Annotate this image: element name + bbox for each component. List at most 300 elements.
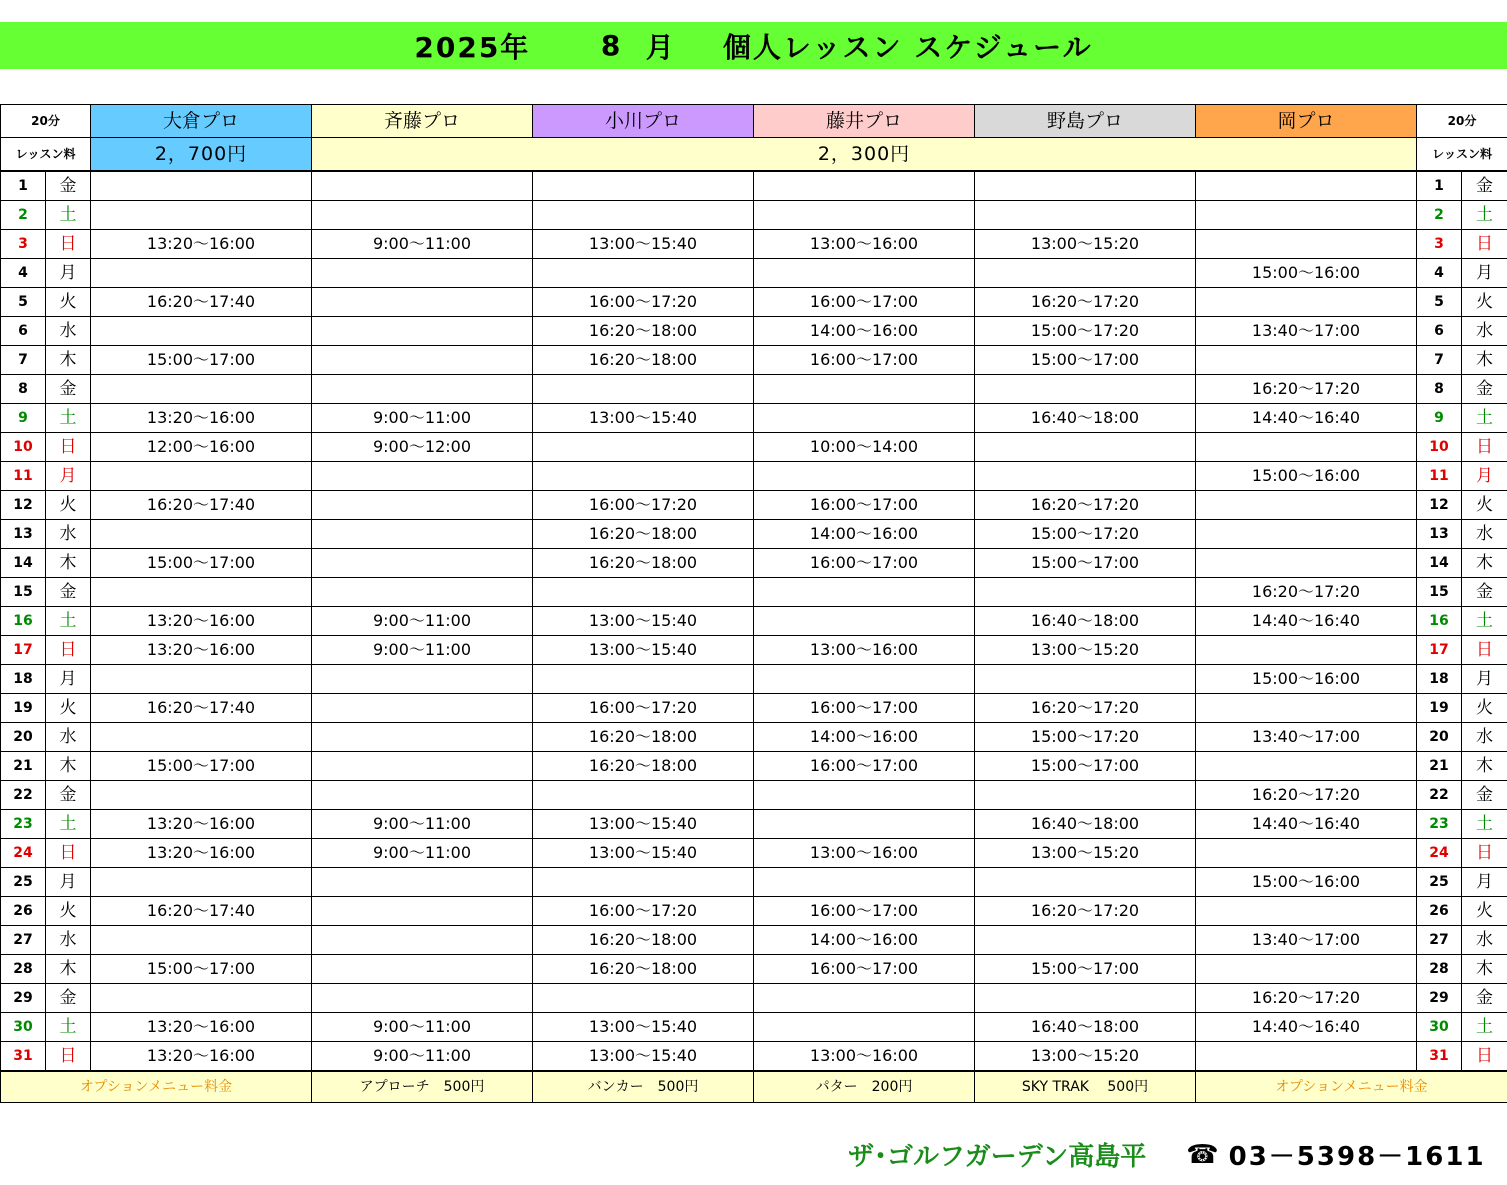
day-of-week: 木 [46,549,91,578]
slot-okura [91,375,312,404]
slot-saito: 9:00～11:00 [312,1042,533,1072]
day-of-week-right: 金 [1462,781,1507,810]
day-row [1,752,1507,781]
slot-oka [1196,955,1417,984]
slot-okura: 13:20～16:00 [91,607,312,636]
day-number: 21 [1,752,46,781]
slot-fujii: 16:00～17:00 [754,288,975,317]
day-number-right: 27 [1417,926,1462,955]
day-of-week-right: 火 [1462,491,1507,520]
day-row [1,346,1507,375]
day-row [1,578,1507,607]
day-number-right: 6 [1417,317,1462,346]
slot-ogawa: 13:00～15:40 [533,810,754,839]
slot-nojima: 15:00～17:00 [975,752,1196,781]
slot-saito: 9:00～11:00 [312,404,533,433]
day-number: 5 [1,288,46,317]
slot-nojima: 15:00～17:00 [975,346,1196,375]
day-of-week-right: 木 [1462,346,1507,375]
day-number-right: 18 [1417,665,1462,694]
day-row [1,810,1507,839]
slot-nojima: 16:40～18:00 [975,1013,1196,1042]
slot-ogawa: 13:00～15:40 [533,607,754,636]
day-of-week: 土 [46,404,91,433]
slot-okura: 13:20～16:00 [91,1042,312,1072]
slot-ogawa: 13:00～15:40 [533,636,754,665]
slot-oka: 14:40～16:40 [1196,404,1417,433]
slot-oka [1196,694,1417,723]
day-of-week: 金 [46,375,91,404]
day-of-week: 土 [46,607,91,636]
slot-fujii [754,810,975,839]
day-row [1,375,1507,404]
slot-nojima [975,665,1196,694]
right-duration: 20分 [1417,105,1507,138]
day-number-right: 12 [1417,491,1462,520]
slot-oka [1196,636,1417,665]
slot-okura: 15:00～17:00 [91,346,312,375]
day-number-right: 10 [1417,433,1462,462]
slot-okura: 13:20～16:00 [91,230,312,259]
slot-ogawa [533,868,754,897]
slot-nojima: 15:00～17:20 [975,317,1196,346]
day-row [1,1042,1507,1072]
slot-saito [312,781,533,810]
slot-fujii: 14:00～16:00 [754,317,975,346]
slot-fujii: 16:00～17:00 [754,955,975,984]
day-number: 2 [1,201,46,230]
slot-fujii: 16:00～17:00 [754,694,975,723]
day-row [1,926,1507,955]
slot-okura [91,868,312,897]
day-number: 4 [1,259,46,288]
day-row [1,955,1507,984]
slot-saito [312,665,533,694]
day-number: 13 [1,520,46,549]
day-number-right: 7 [1417,346,1462,375]
slot-oka: 13:40～17:00 [1196,926,1417,955]
slot-ogawa [533,201,754,230]
slot-nojima [975,781,1196,810]
slot-oka: 16:20～17:20 [1196,375,1417,404]
left-fee-label: レッスン料 [1,138,91,172]
slot-saito [312,259,533,288]
phone-number: 03－5398－1611 [1228,1142,1486,1172]
day-row [1,984,1507,1013]
slot-nojima [975,868,1196,897]
title-month: 8 [600,29,623,62]
slot-ogawa: 16:00～17:20 [533,491,754,520]
slot-ogawa: 16:00～17:20 [533,694,754,723]
slot-okura: 13:20～16:00 [91,810,312,839]
slot-ogawa: 13:00～15:40 [533,839,754,868]
slot-nojima: 13:00～15:20 [975,230,1196,259]
slot-ogawa: 16:20～18:00 [533,926,754,955]
slot-oka [1196,288,1417,317]
pro-header-okura: 大倉プロ [91,105,312,138]
title-year: 2025年 [414,30,531,64]
day-of-week: 土 [46,810,91,839]
slot-ogawa [533,665,754,694]
slot-saito: 9:00～11:00 [312,230,533,259]
slot-oka [1196,491,1417,520]
day-number-right: 11 [1417,462,1462,491]
slot-oka: 15:00～16:00 [1196,259,1417,288]
day-number: 16 [1,607,46,636]
option-label-left: オプションメニュー料金 [1,1071,312,1103]
slot-fujii [754,375,975,404]
day-number-right: 23 [1417,810,1462,839]
slot-nojima: 15:00～17:20 [975,520,1196,549]
day-row [1,462,1507,491]
slot-oka [1196,549,1417,578]
day-number: 7 [1,346,46,375]
slot-fujii [754,984,975,1013]
slot-ogawa: 16:20～18:00 [533,752,754,781]
slot-okura [91,578,312,607]
slot-saito: 9:00～12:00 [312,433,533,462]
slot-oka: 14:40～16:40 [1196,810,1417,839]
day-number-right: 19 [1417,694,1462,723]
slot-oka: 14:40～16:40 [1196,607,1417,636]
day-of-week-right: 水 [1462,723,1507,752]
slot-oka: 14:40～16:40 [1196,1013,1417,1042]
day-number: 10 [1,433,46,462]
day-of-week: 月 [46,665,91,694]
slot-nojima: 16:20～17:20 [975,897,1196,926]
day-row [1,549,1507,578]
slot-saito [312,723,533,752]
day-row [1,404,1507,433]
day-of-week: 火 [46,897,91,926]
slot-oka: 16:20～17:20 [1196,781,1417,810]
slot-okura [91,520,312,549]
slot-okura: 16:20～17:40 [91,491,312,520]
slot-nojima: 16:20～17:20 [975,694,1196,723]
day-row [1,897,1507,926]
slot-fujii: 16:00～17:00 [754,549,975,578]
day-number-right: 4 [1417,259,1462,288]
slot-ogawa: 13:00～15:40 [533,404,754,433]
slot-okura: 13:20～16:00 [91,1013,312,1042]
day-of-week: 木 [46,346,91,375]
day-number: 6 [1,317,46,346]
slot-nojima [975,433,1196,462]
slot-okura: 13:20～16:00 [91,839,312,868]
day-number-right: 30 [1417,1013,1462,1042]
slot-oka [1196,520,1417,549]
slot-ogawa [533,781,754,810]
day-of-week-right: 土 [1462,201,1507,230]
slot-fujii [754,171,975,201]
right-fee-label: レッスン料 [1417,138,1507,172]
slot-oka [1196,752,1417,781]
day-row [1,607,1507,636]
slot-nojima: 15:00～17:00 [975,549,1196,578]
day-row [1,839,1507,868]
slot-ogawa [533,462,754,491]
day-number: 18 [1,665,46,694]
day-number-right: 14 [1417,549,1462,578]
slot-fujii: 13:00～16:00 [754,1042,975,1072]
day-row [1,433,1507,462]
slot-nojima [975,259,1196,288]
slot-saito: 9:00～11:00 [312,810,533,839]
slot-fujii: 10:00～14:00 [754,433,975,462]
day-of-week: 日 [46,230,91,259]
day-number: 24 [1,839,46,868]
slot-ogawa: 16:00～17:20 [533,288,754,317]
slot-saito [312,171,533,201]
slot-okura: 15:00～17:00 [91,549,312,578]
slot-oka [1196,346,1417,375]
telephone-icon: ☎ [1186,1139,1219,1170]
day-row [1,694,1507,723]
slot-okura: 15:00～17:00 [91,955,312,984]
day-of-week: 水 [46,317,91,346]
slot-saito [312,346,533,375]
slot-fujii: 14:00～16:00 [754,520,975,549]
slot-oka [1196,1042,1417,1072]
day-row [1,723,1507,752]
day-of-week-right: 金 [1462,578,1507,607]
day-row [1,1013,1507,1042]
day-of-week: 日 [46,1042,91,1072]
day-number: 29 [1,984,46,1013]
day-row [1,259,1507,288]
pro-header-oka: 岡プロ [1196,105,1417,138]
slot-okura [91,462,312,491]
slot-oka [1196,897,1417,926]
title-name: 個人レッスン スケジュール [722,30,1093,64]
day-of-week-right: 月 [1462,259,1507,288]
slot-nojima: 15:00～17:00 [975,955,1196,984]
day-number-right: 21 [1417,752,1462,781]
slot-ogawa: 16:20～18:00 [533,955,754,984]
day-of-week: 金 [46,578,91,607]
day-number-right: 31 [1417,1042,1462,1072]
day-of-week: 金 [46,984,91,1013]
day-of-week-right: 水 [1462,317,1507,346]
day-row [1,171,1507,201]
slot-fujii: 13:00～16:00 [754,636,975,665]
day-number: 3 [1,230,46,259]
slot-saito [312,897,533,926]
day-number: 8 [1,375,46,404]
day-number: 26 [1,897,46,926]
option-item: アプローチ 500円 [312,1071,533,1103]
slot-nojima: 13:00～15:20 [975,636,1196,665]
slot-fujii: 13:00～16:00 [754,230,975,259]
day-of-week: 日 [46,839,91,868]
day-number: 1 [1,171,46,201]
slot-okura: 12:00～16:00 [91,433,312,462]
day-of-week-right: 金 [1462,375,1507,404]
day-number: 11 [1,462,46,491]
slot-okura: 13:20～16:00 [91,404,312,433]
option-item: バンカー 500円 [533,1071,754,1103]
day-row [1,636,1507,665]
slot-ogawa: 13:00～15:40 [533,1042,754,1072]
slot-fujii: 13:00～16:00 [754,839,975,868]
day-of-week: 土 [46,201,91,230]
slot-oka [1196,230,1417,259]
slot-saito: 9:00～11:00 [312,607,533,636]
day-number-right: 28 [1417,955,1462,984]
slot-saito: 9:00～11:00 [312,1013,533,1042]
slot-nojima: 16:20～17:20 [975,288,1196,317]
fee-others: 2，300円 [312,138,1417,172]
left-duration: 20分 [1,105,91,138]
slot-saito [312,984,533,1013]
day-number: 22 [1,781,46,810]
slot-fujii [754,201,975,230]
slot-oka [1196,201,1417,230]
slot-saito [312,491,533,520]
slot-nojima [975,984,1196,1013]
slot-okura [91,171,312,201]
slot-saito [312,288,533,317]
slot-saito [312,752,533,781]
slot-saito [312,549,533,578]
day-number-right: 15 [1417,578,1462,607]
slot-saito: 9:00～11:00 [312,636,533,665]
day-of-week-right: 木 [1462,752,1507,781]
day-of-week-right: 月 [1462,665,1507,694]
day-number: 27 [1,926,46,955]
pro-header-fujii: 藤井プロ [754,105,975,138]
slot-ogawa: 13:00～15:40 [533,230,754,259]
slot-nojima [975,201,1196,230]
day-row [1,665,1507,694]
slot-saito [312,694,533,723]
day-of-week-right: 火 [1462,897,1507,926]
slot-nojima [975,375,1196,404]
slot-nojima: 13:00～15:20 [975,1042,1196,1072]
slot-saito [312,868,533,897]
day-number-right: 8 [1417,375,1462,404]
slot-oka: 13:40～17:00 [1196,723,1417,752]
slot-ogawa [533,433,754,462]
day-number-right: 5 [1417,288,1462,317]
day-of-week-right: 日 [1462,839,1507,868]
slot-oka: 16:20～17:20 [1196,984,1417,1013]
slot-nojima [975,926,1196,955]
slot-saito [312,578,533,607]
option-label-right: オプションメニュー料金 [1196,1071,1507,1103]
slot-ogawa: 16:20～18:00 [533,520,754,549]
day-number: 15 [1,578,46,607]
title-month-unit: 月 [645,30,676,64]
day-number-right: 29 [1417,984,1462,1013]
day-of-week: 水 [46,723,91,752]
header-row-fees [1,138,1507,172]
option-menu-row [1,1071,1507,1103]
slot-ogawa [533,259,754,288]
day-number: 25 [1,868,46,897]
pro-header-saito: 斉藤プロ [312,105,533,138]
day-of-week-right: 土 [1462,607,1507,636]
day-of-week-right: 土 [1462,1013,1507,1042]
day-of-week: 木 [46,752,91,781]
slot-fujii [754,665,975,694]
slot-okura: 15:00～17:00 [91,752,312,781]
company-name: ザ･ゴルフガーデン高島平 [848,1142,1147,1172]
day-number-right: 17 [1417,636,1462,665]
day-row [1,317,1507,346]
slot-okura: 16:20～17:40 [91,694,312,723]
header-row-pros [1,105,1507,138]
day-number-right: 16 [1417,607,1462,636]
slot-okura: 16:20～17:40 [91,897,312,926]
slot-oka: 13:40～17:00 [1196,317,1417,346]
day-number-right: 13 [1417,520,1462,549]
day-number: 9 [1,404,46,433]
slot-saito [312,462,533,491]
slot-fujii: 14:00～16:00 [754,723,975,752]
day-of-week-right: 火 [1462,694,1507,723]
slot-nojima: 16:20～17:20 [975,491,1196,520]
slot-oka: 15:00～16:00 [1196,665,1417,694]
slot-okura: 13:20～16:00 [91,636,312,665]
slot-ogawa: 16:20～18:00 [533,346,754,375]
day-of-week: 日 [46,433,91,462]
slot-okura [91,317,312,346]
slot-nojima [975,171,1196,201]
day-of-week: 火 [46,491,91,520]
day-row [1,230,1507,259]
slot-nojima [975,578,1196,607]
slot-nojima: 16:40～18:00 [975,404,1196,433]
day-number-right: 2 [1417,201,1462,230]
day-of-week: 月 [46,462,91,491]
slot-ogawa [533,375,754,404]
slot-oka [1196,433,1417,462]
day-of-week: 金 [46,171,91,201]
option-item: SKY TRAK 500円 [975,1071,1196,1103]
day-number-right: 1 [1417,171,1462,201]
slot-nojima: 16:40～18:00 [975,607,1196,636]
day-row [1,781,1507,810]
footer [848,1136,1486,1173]
slot-ogawa [533,578,754,607]
day-number: 23 [1,810,46,839]
slot-fujii: 16:00～17:00 [754,346,975,375]
slot-saito [312,317,533,346]
slot-fujii [754,1013,975,1042]
day-number-right: 20 [1417,723,1462,752]
title-banner [0,22,1507,69]
slot-fujii [754,259,975,288]
slot-ogawa [533,984,754,1013]
slot-ogawa: 16:20～18:00 [533,549,754,578]
day-of-week-right: 金 [1462,984,1507,1013]
day-of-week: 土 [46,1013,91,1042]
day-of-week: 金 [46,781,91,810]
slot-fujii [754,607,975,636]
slot-okura: 16:20～17:40 [91,288,312,317]
day-of-week-right: 木 [1462,955,1507,984]
day-of-week: 水 [46,520,91,549]
day-of-week: 月 [46,868,91,897]
day-number-right: 3 [1417,230,1462,259]
day-of-week-right: 水 [1462,926,1507,955]
day-of-week: 月 [46,259,91,288]
day-number-right: 25 [1417,868,1462,897]
day-of-week-right: 木 [1462,549,1507,578]
day-number: 12 [1,491,46,520]
slot-fujii [754,868,975,897]
